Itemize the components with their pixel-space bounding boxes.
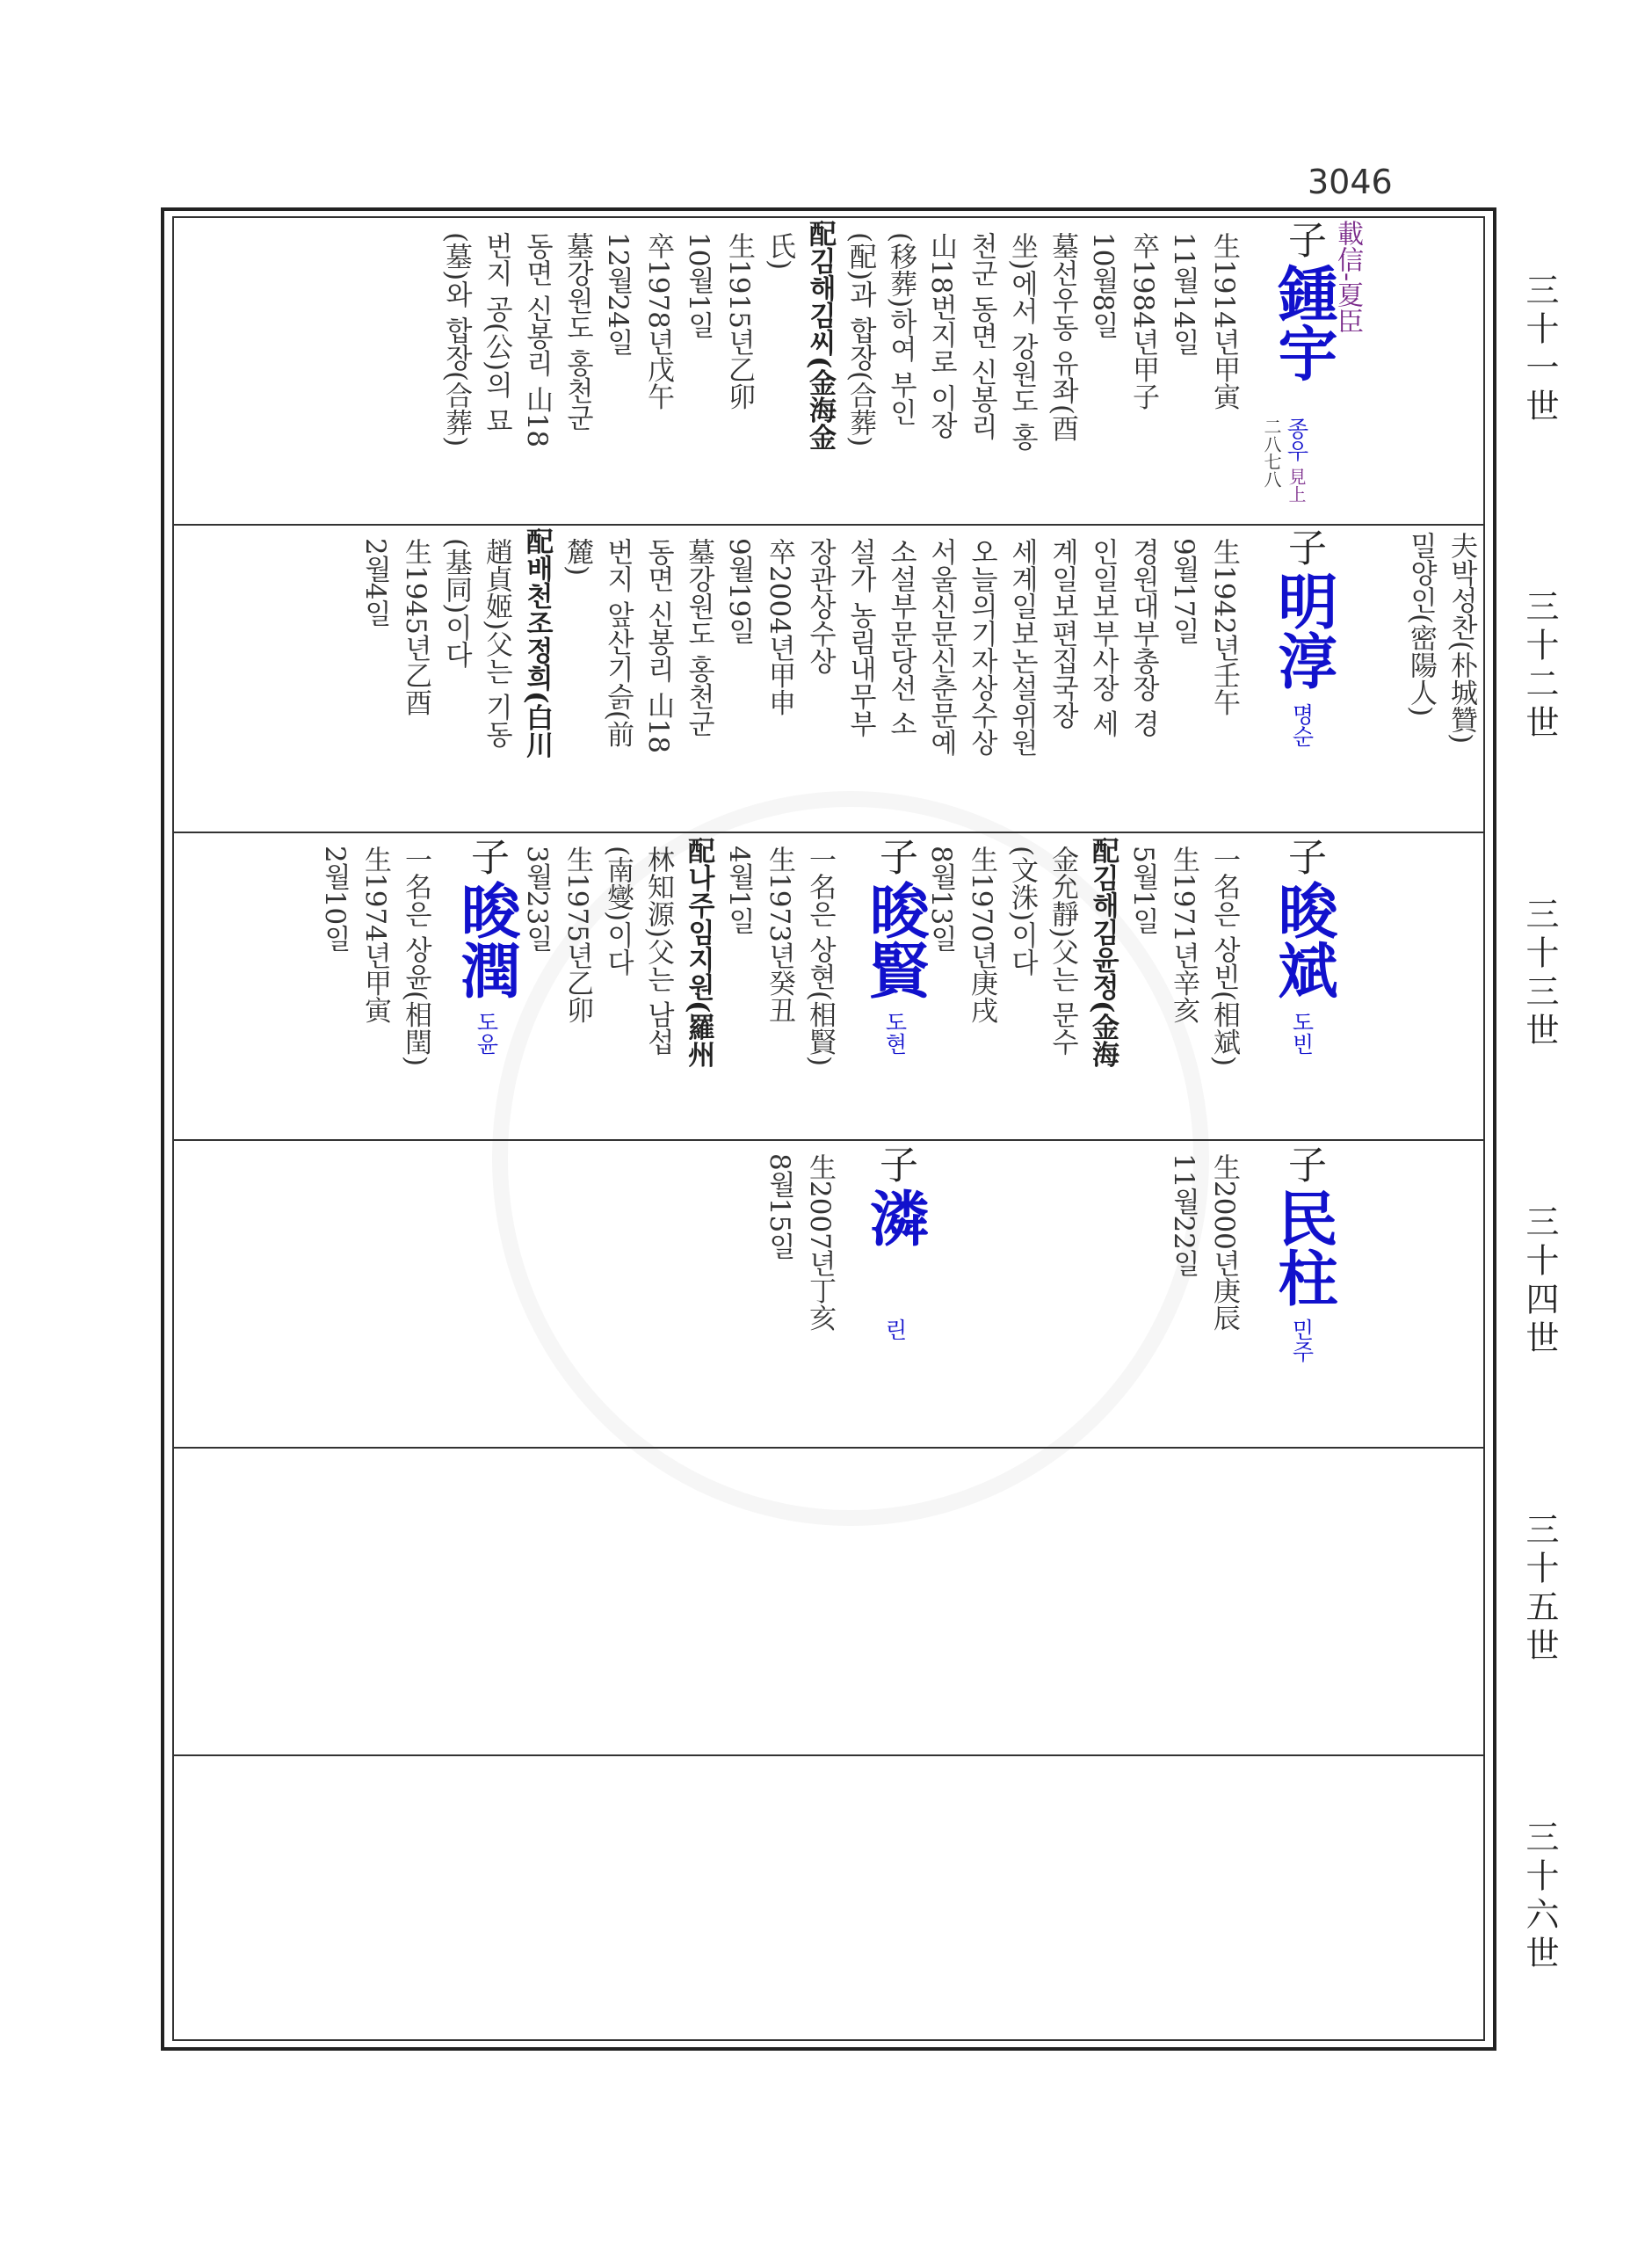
spouse-name: 김해김윤정(金海 — [1087, 864, 1119, 1068]
husband-line: 밀양인(密陽人) — [1405, 532, 1437, 717]
spouse-record-line: 金允靜)父는 문수 — [1047, 846, 1078, 1056]
lineage-note: 載信-夏臣 — [1332, 220, 1363, 335]
record-line: 계일보편집국장 — [1047, 538, 1078, 729]
spouse-record-line: 氏) — [764, 232, 795, 271]
spouse-name: 나주임지원(羅州 — [683, 864, 714, 1068]
spouse-record-line: 번지 공(公)의 묘 — [481, 232, 512, 434]
record-line: 소설부문당선 소 — [885, 538, 917, 737]
record-line: 墓선우동 유좌(酉 — [1047, 232, 1078, 442]
child-mark: 子 — [1281, 220, 1326, 258]
child-mark: 子 — [1281, 527, 1326, 566]
spouse-record-line: 3월23일 — [521, 846, 553, 953]
spouse-record-line: 墓강원도 홍천군 — [562, 232, 593, 432]
reference-note: 見上 — [1286, 468, 1307, 503]
spouse-line — [678, 837, 719, 1068]
record-line: 生1971년辛亥 — [1168, 846, 1199, 1024]
record-line: 4월1일 — [723, 846, 755, 935]
record-line: 山18번지로 이장 — [925, 232, 957, 439]
record-line: 오늘의기자상수상 — [966, 538, 997, 756]
record-line: 生2007년丁亥 — [804, 1153, 836, 1332]
spouse-line — [800, 220, 840, 451]
generation-label: 三十三世 — [1520, 897, 1559, 1051]
name-reading-text: 민주 — [1289, 1318, 1315, 1362]
spouse-record-line: 동면 신봉리 山18 — [521, 232, 553, 448]
record-line: 동면 신봉리 山18 — [642, 538, 674, 754]
record-line: 천군 동면 신봉리 — [966, 232, 997, 440]
name-reading-text: 린 — [882, 1318, 908, 1340]
record-line: 11월22일 — [1168, 1153, 1199, 1277]
record-line: 5월1일 — [1127, 846, 1159, 935]
spouse-record-line: 2월4일 — [359, 538, 391, 628]
name-reading-text: 도현 — [882, 1011, 908, 1055]
row-divider — [174, 832, 1483, 833]
spouse-record-line: 8월13일 — [925, 846, 957, 953]
person-name: 晙賢 — [859, 880, 930, 1000]
name-reading — [874, 1318, 915, 1340]
name-reading — [874, 1011, 915, 1055]
name-reading — [1281, 703, 1322, 747]
spouse-label: 配 — [804, 220, 836, 247]
record-line: 生1973년癸丑 — [764, 846, 795, 1024]
generation-label: 三十二世 — [1520, 589, 1559, 744]
spouse-record-line: 生1915년乙卯 — [723, 232, 755, 410]
person-name: 晙潤 — [451, 880, 521, 1000]
record-line: 一名은 상윤(相閏) — [400, 846, 431, 1067]
record-line: 一名은 상빈(相斌) — [1208, 846, 1240, 1067]
spouse-label: 配 — [521, 527, 553, 555]
record-line: 서울신문신춘문예 — [925, 538, 957, 756]
spouse-record-line: (南燮)이다 — [602, 846, 634, 977]
row-divider — [174, 1447, 1483, 1449]
record-line: 生2000년庚辰 — [1208, 1153, 1240, 1332]
record-line: 生1914년甲寅 — [1208, 232, 1240, 410]
spouse-line — [517, 527, 557, 759]
record-line: 장관상수상 — [804, 538, 836, 674]
record-line: 인일보부사장 세 — [1087, 538, 1119, 737]
spouse-label: 配 — [683, 837, 714, 864]
person-name-block — [1261, 1144, 1346, 1307]
name-reading — [466, 1011, 506, 1055]
spouse-record-line: 生1975년乙卯 — [562, 846, 593, 1024]
reference-number: 二八七八 — [1261, 418, 1282, 488]
person-name-block — [444, 837, 529, 999]
spouse-record-line: 12월24일 — [602, 232, 634, 356]
record-line: (配)과 합장(合葬) — [844, 232, 876, 447]
record-line: (移葬)하여 부인 — [885, 232, 917, 426]
row-divider — [174, 524, 1483, 526]
spouse-name: 김해김씨(金海金 — [804, 247, 836, 451]
person-name: 明淳 — [1268, 570, 1338, 691]
generation-label: 三十五世 — [1520, 1512, 1559, 1667]
generation-label: 三十一世 — [1520, 272, 1559, 427]
child-mark: 子 — [873, 1144, 917, 1183]
record-line: 卒1984년甲子 — [1127, 232, 1159, 410]
record-line: 坐)에서 강원도 홍 — [1006, 232, 1038, 451]
spouse-line — [1083, 837, 1123, 1068]
record-line: 9월19일 — [723, 538, 755, 645]
row-divider — [174, 1754, 1483, 1756]
person-name: 潾 — [859, 1188, 930, 1248]
spouse-record-line: (文洙)이다 — [1006, 846, 1038, 977]
page-number: 3046 — [1308, 163, 1393, 201]
name-reading-text: 도빈 — [1289, 1011, 1315, 1055]
person-name-block — [1261, 527, 1346, 690]
name-reading-text: 도윤 — [474, 1011, 499, 1055]
generation-label: 三十四世 — [1520, 1204, 1559, 1359]
record-line: 卒2004년甲申 — [764, 538, 795, 716]
spouse-record-line: 卒1978년戊午 — [642, 232, 674, 410]
record-line: 번지 앞산기슭(前 — [602, 538, 634, 748]
spouse-name: 배천조정희(白川 — [521, 555, 553, 759]
name-reading: 종우 — [1284, 418, 1309, 461]
person-name: 晙斌 — [1268, 880, 1338, 1000]
record-line: 8월15일 — [764, 1153, 795, 1260]
spouse-record-line: (基同)이다 — [440, 538, 472, 669]
record-line: 11월14일 — [1168, 232, 1199, 356]
person-name-block — [1261, 220, 1346, 382]
spouse-record-line: 10월1일 — [683, 232, 714, 339]
record-line: 경원대부총장 경 — [1127, 538, 1159, 737]
row-divider — [174, 1139, 1483, 1141]
record-line: 墓강원도 홍천군 — [683, 538, 714, 737]
record-line: 一名은 상현(相賢) — [804, 846, 836, 1067]
spouse-record-line: 趙貞姬)父는 기동 — [481, 538, 512, 748]
person-name-block — [852, 837, 938, 999]
record-line: 生1942년壬午 — [1208, 538, 1240, 716]
child-mark: 子 — [464, 837, 509, 875]
spouse-record-line: (墓)와 합장(合葬) — [440, 232, 472, 447]
record-line: 설가 농림내무부 — [844, 538, 876, 737]
child-mark: 子 — [873, 837, 917, 875]
husband-line: 夫박성찬(朴城贊) — [1446, 532, 1477, 745]
record-line: 2월10일 — [319, 846, 351, 953]
spouse-record-line: 林知源)父는 남섭 — [642, 846, 674, 1056]
record-line: 세계일보논설위원 — [1006, 538, 1038, 756]
spouse-record-line: 生1970년庚戌 — [966, 846, 997, 1024]
record-line: 10월8일 — [1087, 232, 1119, 339]
person-name-block — [852, 1144, 938, 1247]
name-reading-block — [1285, 418, 1308, 503]
spouse-label: 配 — [1087, 837, 1119, 864]
child-mark: 子 — [1281, 837, 1326, 875]
person-name: 鍾宇 — [1268, 263, 1338, 383]
child-mark: 子 — [1281, 1144, 1326, 1183]
record-line: 麓) — [562, 538, 593, 577]
generation-label: 三十六世 — [1520, 1820, 1559, 1974]
person-name-block — [1261, 837, 1346, 999]
person-name: 民柱 — [1268, 1188, 1338, 1308]
record-line: 生1974년甲寅 — [359, 846, 391, 1024]
spouse-record-line: 生1945년乙酉 — [400, 538, 431, 716]
name-reading-text: 명순 — [1289, 703, 1315, 747]
record-line: 9월17일 — [1168, 538, 1199, 645]
name-reading — [1281, 1318, 1322, 1362]
name-reading — [1281, 1011, 1322, 1055]
